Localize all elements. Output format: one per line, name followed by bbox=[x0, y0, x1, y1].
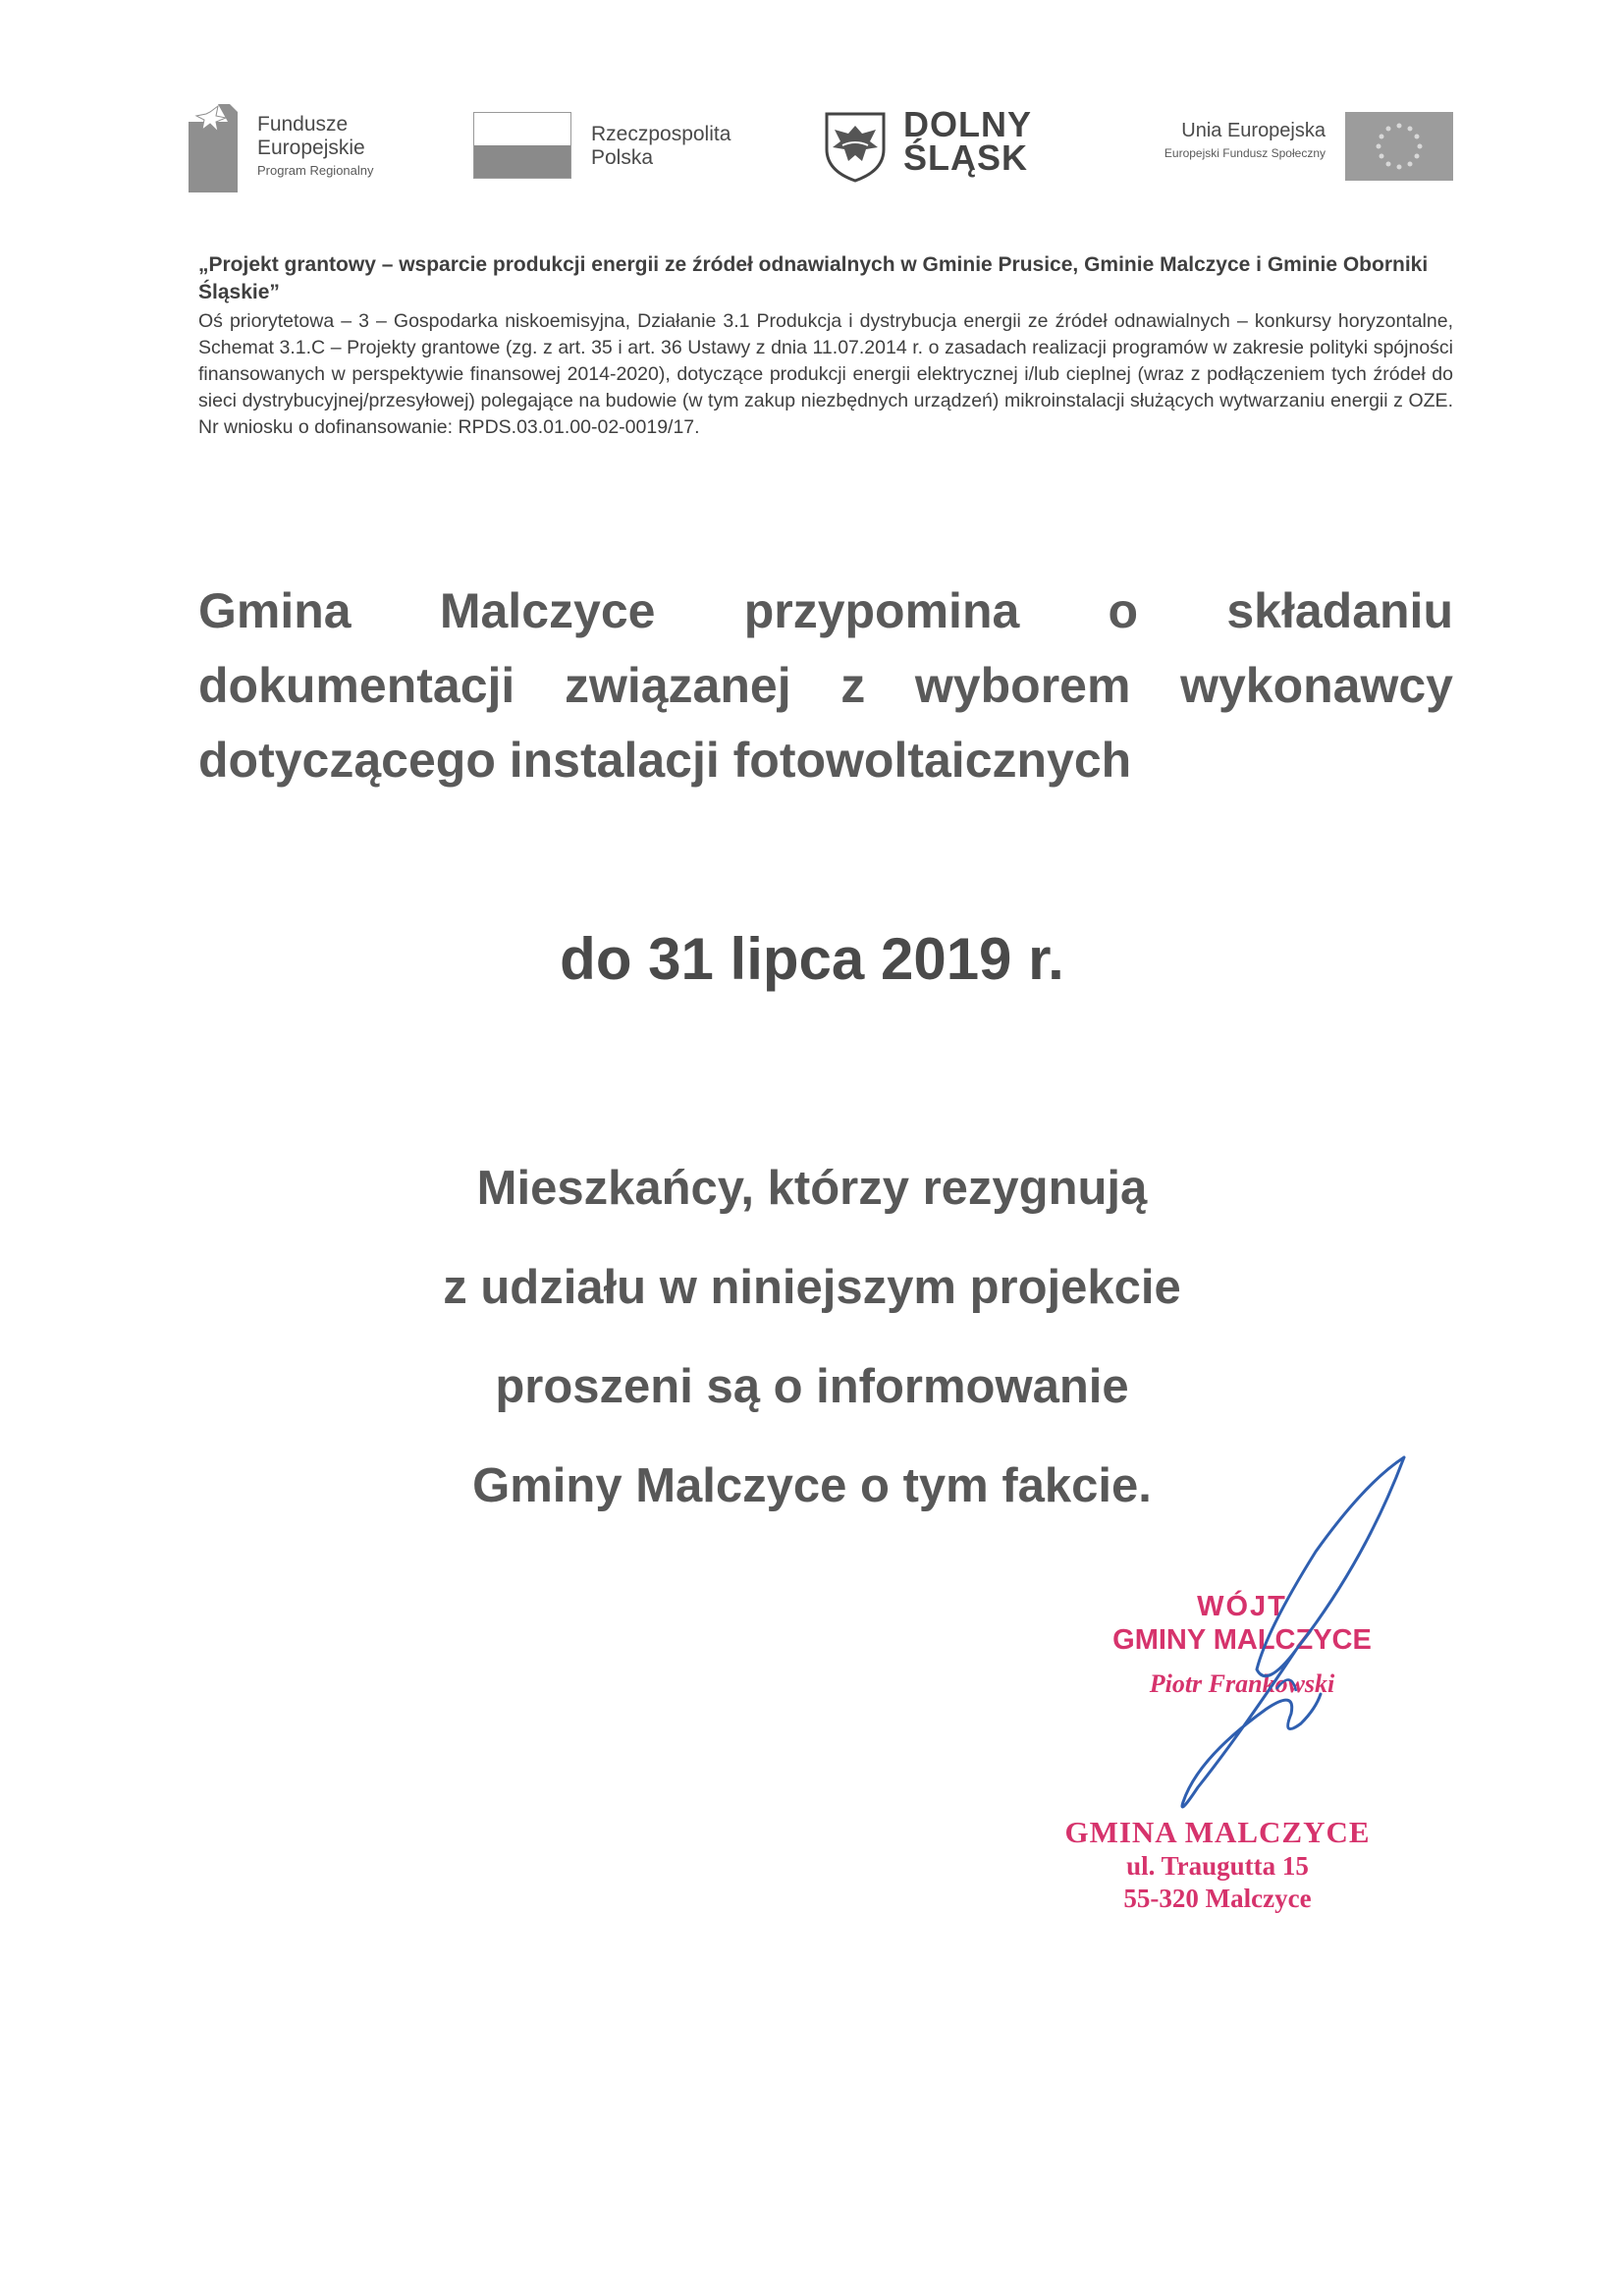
gmina-stamp-line3: 55-320 Malczyce bbox=[1123, 1884, 1312, 1913]
polish-flag-icon bbox=[473, 112, 571, 179]
fundusze-line3: Program Regionalny bbox=[257, 163, 374, 178]
fundusze-line1: Fundusze bbox=[257, 113, 349, 136]
fundusze-europejskie-text bbox=[257, 113, 454, 178]
fundusze-line2: Europejskie bbox=[257, 137, 365, 159]
signature-icon bbox=[1070, 1444, 1424, 1836]
rzeczpospolita-line1: Rzeczpospolita bbox=[591, 123, 731, 145]
unia-europejska-text bbox=[1090, 120, 1326, 160]
rzeczpospolita-line2: Polska bbox=[591, 146, 654, 169]
fundusze-europejskie-logo-icon bbox=[189, 104, 238, 192]
project-title: „Projekt grantowy – wsparcie produkcji energii ze źródeł odnawialnych w Gminie Prusice, Gminie Malczyce i Gminie Oborniki Śląskie” bbox=[198, 253, 1429, 303]
notice-line2: z udziału w niniejszym projekcie bbox=[443, 1261, 1181, 1314]
project-header bbox=[198, 251, 1453, 441]
notice-line1: Mieszkańcy, którzy rezygnują bbox=[476, 1162, 1148, 1215]
gmina-stamp-line2: ul. Traugutta 15 bbox=[1126, 1851, 1309, 1881]
gmina-stamp bbox=[1041, 1815, 1394, 1915]
dolny-slask-text bbox=[903, 104, 1032, 178]
gmina-stamp-line1: GMINA MALCZYCE bbox=[1064, 1815, 1371, 1849]
unia-line1: Unia Europejska bbox=[1181, 120, 1326, 141]
wojt-stamp-line1: WÓJT bbox=[1197, 1591, 1287, 1622]
rzeczpospolita-text bbox=[591, 123, 731, 170]
dolny-slask-line1: DOLNY bbox=[903, 104, 1032, 144]
project-description: Oś priorytetowa – 3 – Gospodarka niskoemisyjna, Działanie 3.1 Produkcja i dystrybucja energii ze źródeł odnawialnych – konkursy horyzontalne, Schemat 3.1.C – Projekty grantowe (zg. z art. 35 i art. 36 Ustawy z dnia 11.07.2014 r. o zasadach realizacji programów w zakresie polityki spójności finansowanych w perspektywie finansowej 2014-2020), dotyczące produkcji energii elektrycznej i/lub cieplnej (wraz z podłączeniem tych źródeł do sieci dystrybucyjnej/przesyłowej) polegające na budowie (w tym zakup niezbędnych urządzeń) mikroinstalacji służących wytwarzaniu energii z OZE. Nr wniosku o dofinansowanie: RPDS.03.01.00-02-0019/17. bbox=[198, 310, 1453, 438]
wojt-stamp-line2: GMINY MALCZYCE bbox=[1112, 1624, 1372, 1656]
notice-line3: proszeni są o informowanie bbox=[495, 1360, 1129, 1413]
eu-flag-icon bbox=[1345, 112, 1453, 181]
logo-strip bbox=[0, 0, 1624, 196]
wojt-stamp-line3: Piotr Frankowski bbox=[1149, 1669, 1335, 1698]
notice-line4: Gminy Malczyce o tym fakcie. bbox=[472, 1459, 1152, 1512]
dolny-slask-line2: ŚLĄSK bbox=[903, 137, 1029, 178]
unia-line2: Europejski Fundusz Społeczny bbox=[1164, 146, 1326, 160]
headline: Gmina Malczyce przypomina o składaniu dokumentacji związanej z wyborem wykonawcy dotyczącego instalacji fotowoltaicznych bbox=[198, 583, 1453, 788]
deadline: do 31 lipca 2019 r. bbox=[560, 926, 1064, 992]
dolny-slask-eagle-icon bbox=[823, 110, 888, 183]
